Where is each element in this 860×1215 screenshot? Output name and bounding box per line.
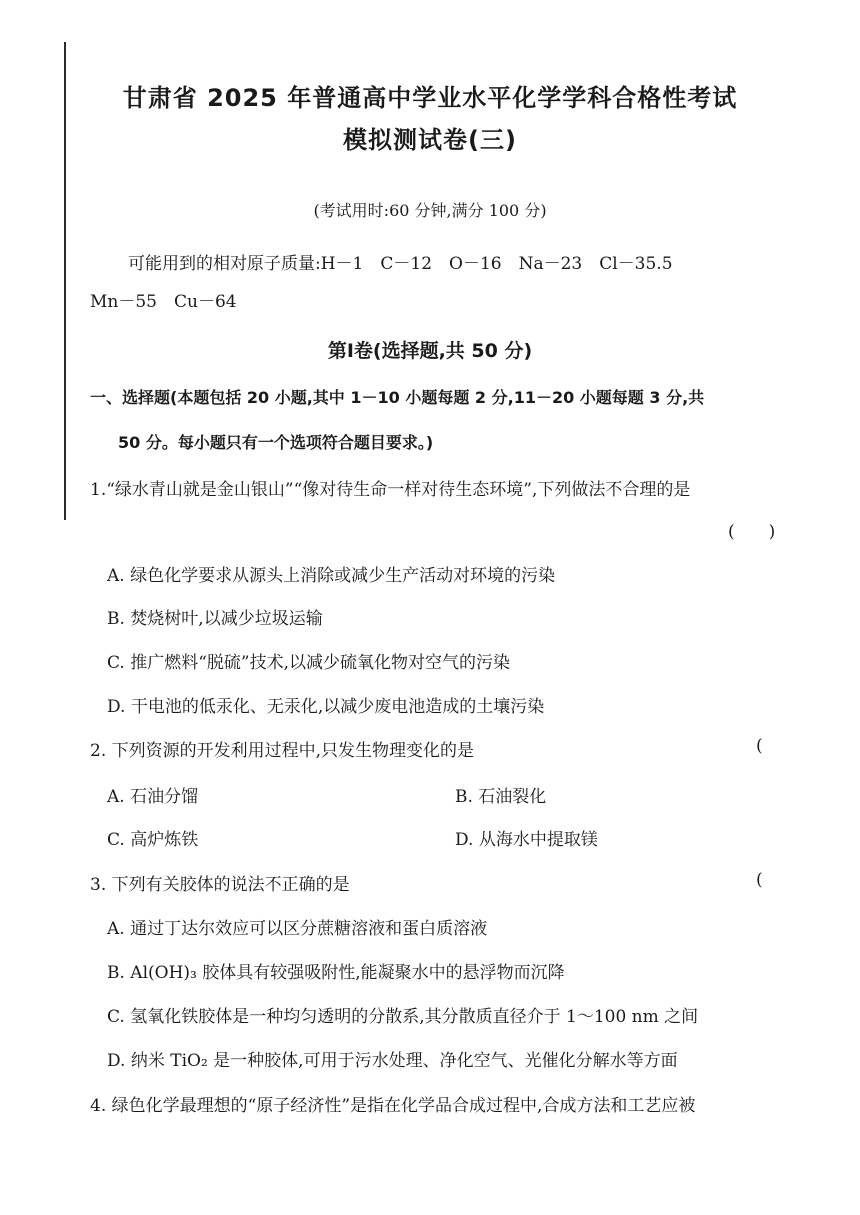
question-2-option-a: A. 石油分馏 xyxy=(107,787,199,807)
question-1-option-a: A. 绿色化学要求从源头上消除或减少生产活动对环境的污染 xyxy=(107,566,556,586)
question-2-option-d: D. 从海水中提取镁 xyxy=(455,830,598,850)
question-2-answer-blank: ( xyxy=(756,736,763,756)
question-2-stem: 2. 下列资源的开发利用过程中,只发生物理变化的是 xyxy=(90,741,475,761)
question-2-option-b: B. 石油裂化 xyxy=(455,787,547,807)
instructions-line-2: 50 分。每小题只有一个选项符合题目要求。) xyxy=(118,433,434,452)
question-1-option-c: C. 推广燃料“脱硫”技术,以减少硫氧化物对空气的污染 xyxy=(107,653,510,673)
question-3-option-d: D. 纳米 TiO₂ 是一种胶体,可用于污水处理、净化空气、光催化分解水等方面 xyxy=(107,1051,678,1071)
question-3-option-a: A. 通过丁达尔效应可以区分蔗糖溶液和蛋白质溶液 xyxy=(107,919,488,939)
question-1-option-b: B. 焚烧树叶,以减少垃圾运输 xyxy=(107,609,323,629)
instructions-line-1: 一、选择题(本题包括 20 小题,其中 1－10 小题每题 2 分,11－20 小题每题 3 分,共 xyxy=(90,388,705,407)
atomic-mass-line-1: 可能用到的相对原子质量:H－1 C－12 O－16 Na－23 Cl－35.5 xyxy=(128,254,673,274)
exam-subtitle: 模拟测试卷(三) xyxy=(343,126,517,154)
question-2-option-c: C. 高炉炼铁 xyxy=(107,830,199,850)
question-3-option-b: B. Al(OH)₃ 胶体具有较强吸附性,能凝聚水中的悬浮物而沉降 xyxy=(107,963,565,983)
exam-title: 甘肃省 2025 年普通高中学业水平化学学科合格性考试 xyxy=(122,84,738,112)
question-3-answer-blank: ( xyxy=(756,870,763,890)
part-title: 第Ⅰ卷(选择题,共 50 分) xyxy=(327,340,533,362)
atomic-mass-line-2: Mn－55 Cu－64 xyxy=(90,292,237,312)
question-1-stem: 1.“绿水青山就是金山银山”“像对待生命一样对待生态环境”,下列做法不合理的是 xyxy=(90,480,691,500)
time-note: (考试用时:60 分钟,满分 100 分) xyxy=(313,201,547,220)
question-1-option-d: D. 干电池的低汞化、无汞化,以减少废电池造成的土壤污染 xyxy=(107,697,545,717)
question-4-stem: 4. 绿色化学最理想的“原子经济性”是指在化学品合成过程中,合成方法和工艺应被 xyxy=(90,1096,696,1116)
question-3-stem: 3. 下列有关胶体的说法不正确的是 xyxy=(90,875,350,895)
question-1-answer-blank: ( ) xyxy=(728,522,776,542)
question-3-option-c: C. 氢氧化铁胶体是一种均匀透明的分散系,其分散质直径介于 1～100 nm 之间 xyxy=(107,1007,699,1027)
